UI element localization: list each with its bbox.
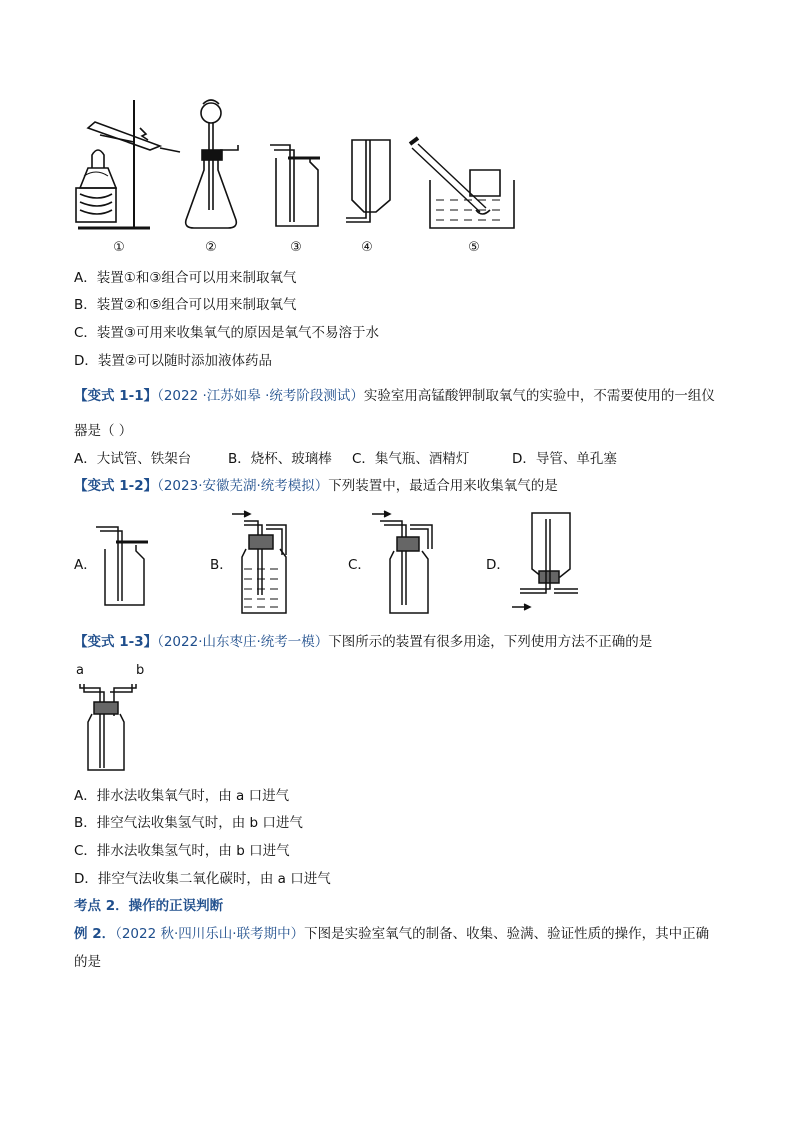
variant-1-2-option-d: D． — [486, 557, 510, 573]
variant-1-2-option-b: B． — [210, 557, 233, 573]
variant-tag: 【变式 1-1】 — [74, 388, 158, 404]
label-1: ① — [113, 240, 125, 255]
stem-text: 实验室用高锰酸钾制取氧气的实验中，不需要使用的一组仪 — [363, 388, 715, 404]
option-a: A．大试管、铁架台 — [74, 451, 192, 467]
label-4: ④ — [361, 240, 373, 255]
variant-1-3-option-a: A．排水法收集氧气时，由 a 口进气 — [74, 788, 290, 804]
option-d: D．导管、单孔塞 — [512, 451, 617, 467]
port-b-label: b — [136, 663, 145, 678]
example-tag: 例 2． — [74, 926, 116, 942]
label-5: ⑤ — [468, 240, 480, 255]
option-d: D．装置②可以随时添加液体药品 — [74, 353, 272, 369]
source: （2022 秋·四川乐山·联考期中） — [115, 926, 305, 942]
variant-1-2-figure — [0, 505, 794, 635]
variant-1-3-option-b: B．排空气法收集氢气时，由 b 口进气 — [74, 815, 303, 831]
label-3: ③ — [290, 240, 302, 255]
option-b: B．烧杯、玻璃棒 — [228, 451, 332, 467]
stem-text: 下列装置中，最适合用来收集氧气的是 — [328, 478, 558, 494]
option-a: A．装置①和③组合可以用来制取氧气 — [74, 270, 297, 286]
variant-1-1-options — [74, 450, 617, 468]
variant-1-2-option-c: C． — [348, 557, 371, 573]
apparatus-1-figure — [0, 0, 794, 240]
example-2-stem — [74, 925, 709, 943]
variant-1-3-stem — [74, 633, 652, 651]
option-c: C．集气瓶、酒精灯 — [352, 451, 470, 467]
variant-1-1-stem-cont: 器是（ ） — [74, 423, 133, 439]
variant-1-1-stem — [74, 387, 715, 405]
stem-text: 下图所示的装置有很多用途，下列使用方法不正确的是 — [328, 634, 653, 650]
port-a-label: a — [76, 663, 84, 678]
source: （2023·安徽芜湖·统考模拟） — [157, 478, 329, 494]
stem-text: 下图是实验室氧气的制备、收集、验满、验证性质的操作，其中正确 — [304, 926, 710, 942]
variant-1-2-stem — [74, 477, 558, 495]
option-c: C．装置③可用来收集氧气的原因是氧气不易溶于水 — [74, 325, 380, 341]
source: （2022·山东枣庄·统考一模） — [157, 634, 329, 650]
option-b: B．装置②和⑤组合可以用来制取氧气 — [74, 297, 297, 313]
variant-tag: 【变式 1-2】 — [74, 478, 158, 494]
example-2-stem-cont: 的是 — [74, 954, 101, 970]
section-heading: 考点 2．操作的正误判断 — [74, 898, 224, 914]
variant-tag: 【变式 1-3】 — [74, 634, 158, 650]
source: （2022 ·江苏如皋 ·统考阶段测试） — [157, 388, 364, 404]
variant-1-2-option-a: A． — [74, 557, 97, 573]
variant-1-3-option-d: D．排空气法收集二氧化碳时，由 a 口进气 — [74, 871, 331, 887]
variant-1-3-figure — [0, 680, 794, 780]
variant-1-3-option-c: C．排水法收集氢气时，由 b 口进气 — [74, 843, 290, 859]
label-2: ② — [205, 240, 217, 255]
